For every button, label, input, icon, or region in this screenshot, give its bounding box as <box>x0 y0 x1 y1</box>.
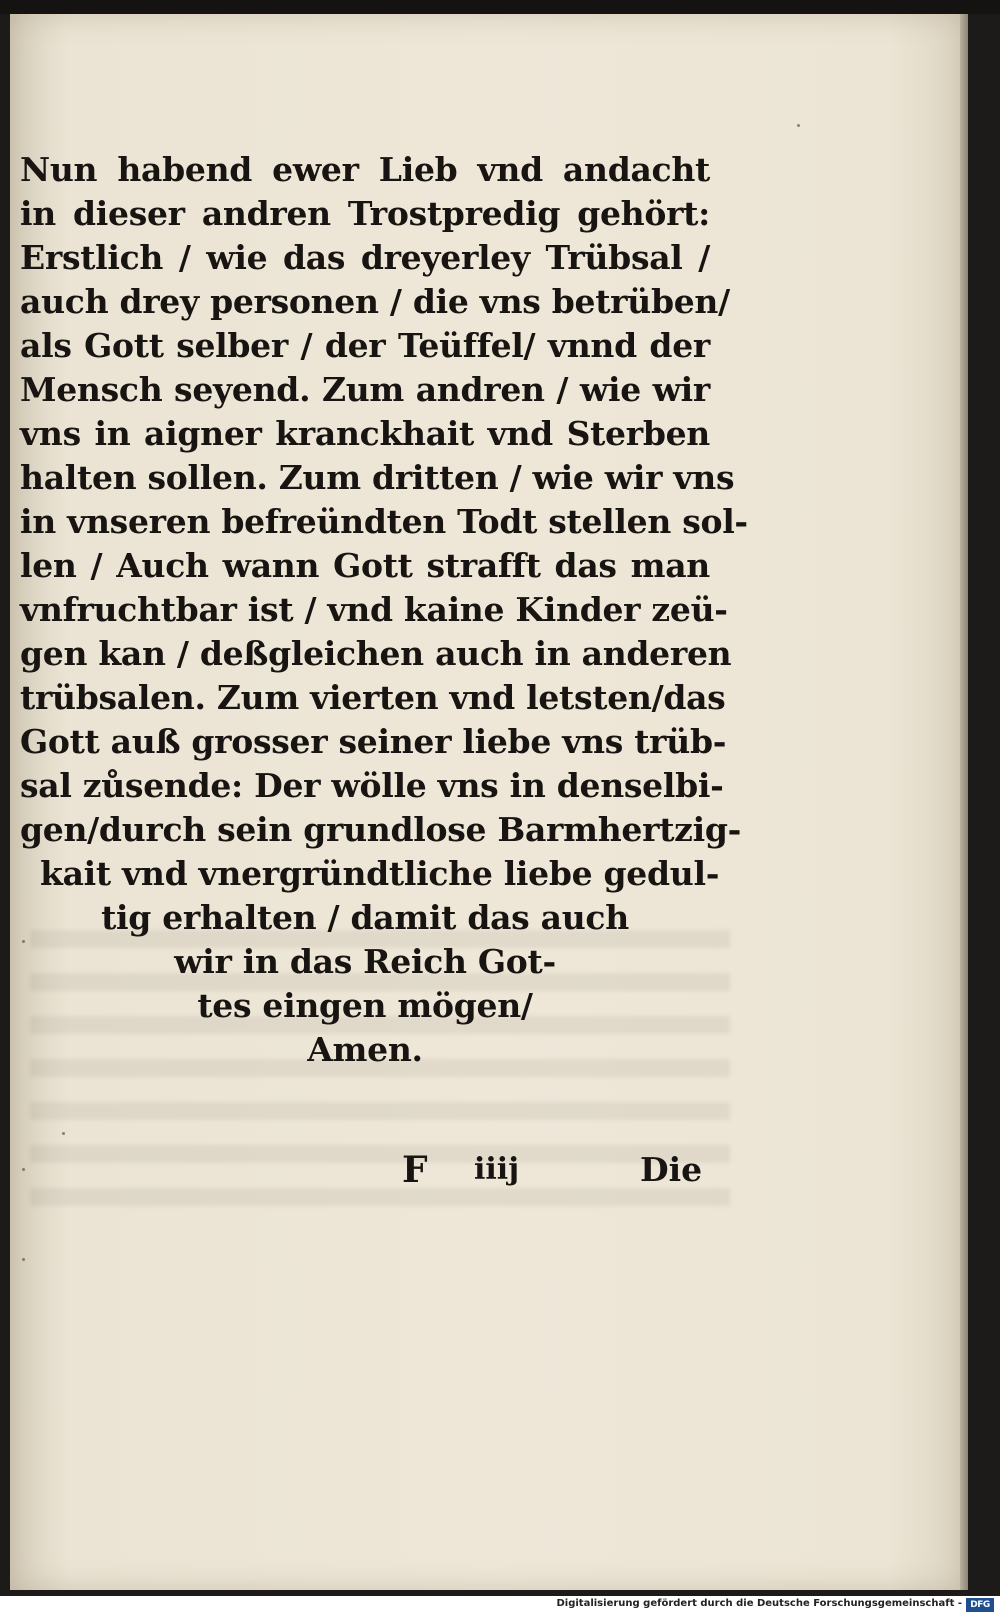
text-line: vns in aigner kranckhait vnd Sterben <box>20 414 710 453</box>
text-line: als Gott selber / der Teüffel/ vnnd der <box>20 326 710 365</box>
text-line: Gott auß grosser seiner liebe vns trüb- <box>20 722 727 761</box>
paper-speck <box>22 1258 25 1261</box>
scan-top-edge <box>0 0 1000 14</box>
dfg-logo-icon: DFG <box>966 1598 994 1612</box>
text-line: Mensch seyend. Zum andren / wie wir <box>20 370 710 409</box>
text-line: tig erhalten / damit das auch <box>101 898 629 937</box>
text-line: Amen. <box>307 1030 423 1069</box>
paper-speck <box>62 1132 65 1135</box>
footer-credit: Digitalisierung gefördert durch die Deutsche Forschungsgemeinschaft - <box>556 1598 962 1609</box>
text-line: tes eingen mögen/ <box>197 986 533 1025</box>
text-line: trübsalen. Zum vierten vnd letsten/das <box>20 678 726 717</box>
signature-catchword-line <box>0 1146 1000 1196</box>
text-line: sal zůsende: Der wölle vns in denselbi- <box>20 766 724 805</box>
page-right-edge <box>960 14 968 1590</box>
text-line: in dieser andren Trostpredig gehört: <box>20 194 710 233</box>
text-line: len / Auch wann Gott strafft das man <box>20 546 710 585</box>
signature-mark: F <box>402 1149 428 1191</box>
text-line: halten sollen. Zum dritten / wie wir vns <box>20 458 735 497</box>
text-line: Nun habend ewer Lieb vnd andacht <box>20 150 710 189</box>
text-line: auch drey personen / die vns betrüben/ <box>20 282 730 321</box>
text-line: vnfruchtbar ist / vnd kaine Kinder zeü- <box>20 590 728 629</box>
text-line: gen/durch sein grundlose Barmhertzig- <box>20 810 742 849</box>
catchword: Die <box>640 1150 703 1189</box>
text-line: gen kan / deßgleichen auch in anderen <box>20 634 732 673</box>
signature-number: iiij <box>474 1152 520 1187</box>
text-line: kait vnd vnergründtliche liebe gedul- <box>40 854 720 893</box>
text-line: wir in das Reich Got- <box>174 942 556 981</box>
text-line: Erstlich / wie das dreyerley Trübsal / <box>20 238 710 277</box>
text-line: in vnseren befreündten Todt stellen sol- <box>20 502 748 541</box>
paper-speck <box>797 124 800 127</box>
